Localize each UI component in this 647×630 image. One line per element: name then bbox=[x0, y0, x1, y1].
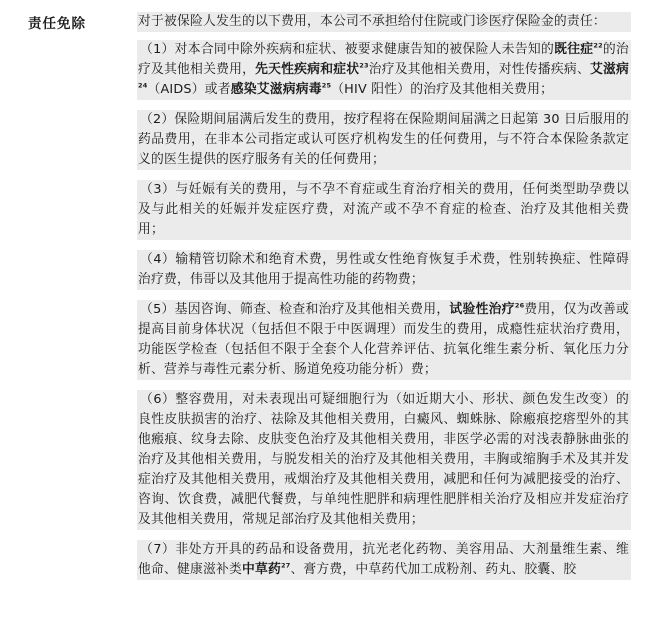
item-1-text-e: （HIV 阳性）的治疗及其他相关费用； bbox=[331, 82, 554, 97]
item-7-text-a: （7）非处方开具的药品和设备费用，抗光老化药物、美容用品、大剂量维生素、维他命、健康滋补类 bbox=[138, 542, 629, 577]
exclusion-item-5 bbox=[137, 300, 631, 380]
footnote-27: 27 bbox=[280, 561, 291, 570]
item-1-text-d: （AIDS）或者 bbox=[147, 82, 231, 97]
item-1-text-b: 的治疗及其他相关费用， bbox=[138, 42, 630, 77]
term-pre-existing-condition: 既往症 bbox=[554, 42, 594, 57]
item-5-text-a: （5）基因咨询、筛查、检查和治疗及其他相关费用， bbox=[140, 302, 450, 317]
exclusion-item-3: （3）与妊娠有关的费用，与不孕不育症或生育治疗相关的费用，任何类型助孕费以及与此相关的妊娠并发症医疗费，对流产或不孕不育症的检查、治疗及其他相关费用； bbox=[137, 180, 631, 240]
item-5-text-b: 费用，仅为改善或提高目前身体状况（包括但不限于中医调理）而发生的费用，成瘾性症状治疗费用，功能医学检查（包括但不限于全套个人化营养评估、抗氧化维生素分析、氧化压力分析、营养与毒性元素分析、肠道免疫功能分析）费； bbox=[138, 302, 630, 377]
footnote-24: 24 bbox=[138, 81, 148, 90]
exclusion-item-2: （2）保险期间届满后发生的费用，按疗程将在保险期间届满之日起第 30 日后服用的药品费用，在非本公司指定或认可医疗机构发生的任何费用，与不符合本保险条款定义的医生提供的医疗服务有关的任何费用； bbox=[137, 110, 631, 170]
term-hiv-infection: 感染艾滋病病毒 bbox=[230, 82, 322, 97]
item-7-text-b: 、膏方费，中草药代加工成粉剂、药丸、胶囊、胶 bbox=[290, 562, 577, 577]
term-experimental-treatment: 试验性治疗 bbox=[449, 302, 515, 317]
exclusion-item-4: （4）输精管切除术和绝育术费，男性或女性绝育恢复手术费，性别转换症、性障碍治疗费，伟哥以及其他用于提高性功能的药物费； bbox=[137, 250, 631, 290]
exclusion-item-1 bbox=[137, 40, 631, 100]
section-heading: 责任免除 bbox=[28, 16, 86, 32]
footnote-25: 25 bbox=[321, 81, 332, 90]
footnote-26: 26 bbox=[514, 301, 525, 310]
exclusion-item-7 bbox=[137, 540, 631, 580]
exclusion-item-6: （6）整容费用，对未表现出可疑细胞行为（如近期大小、形状、颜色发生改变）的良性皮肤损害的治疗、祛除及其他相关费用，白癜风、蜘蛛脉、除瘢痕挖瘩型外的其他瘢痕、纹身去除、皮肤变色治疗及其他相关费用，非医学必需的对浅表静脉曲张的治疗及其他相关费用，与脱发相关的治疗及其他相关费用，丰胸或缩胸手术及其并发症治疗及其他相关费用，戒烟治疗及其他相关费用，减肥和任何为减肥接受的治疗、咨询、饮食费，减肥代餐费，与单纯性肥胖和病理性肥胖相关治疗及相应并发症治疗及其他相关费用，常规足部治疗及其他相关费用； bbox=[137, 390, 631, 530]
term-congenital-disease: 先天性疾病和症状 bbox=[255, 62, 360, 77]
intro-paragraph: 对于被保险人发生的以下费用，本公司不承担给付住院或门诊医疗保险金的责任： bbox=[137, 12, 631, 32]
exclusions-content bbox=[137, 12, 631, 580]
footnote-22: 22 bbox=[593, 41, 603, 50]
item-1-text-c: 治疗及其他相关费用，对性传播疾病、 bbox=[368, 62, 590, 77]
footnote-23: 23 bbox=[359, 61, 369, 70]
term-chinese-herbal-medicine: 中草药 bbox=[241, 562, 281, 577]
term-aids: 艾滋病 bbox=[589, 62, 629, 77]
item-1-text-a: （1）对本合同中除外疾病和症状、被要求健康告知的被保险人未告知的 bbox=[140, 42, 555, 57]
